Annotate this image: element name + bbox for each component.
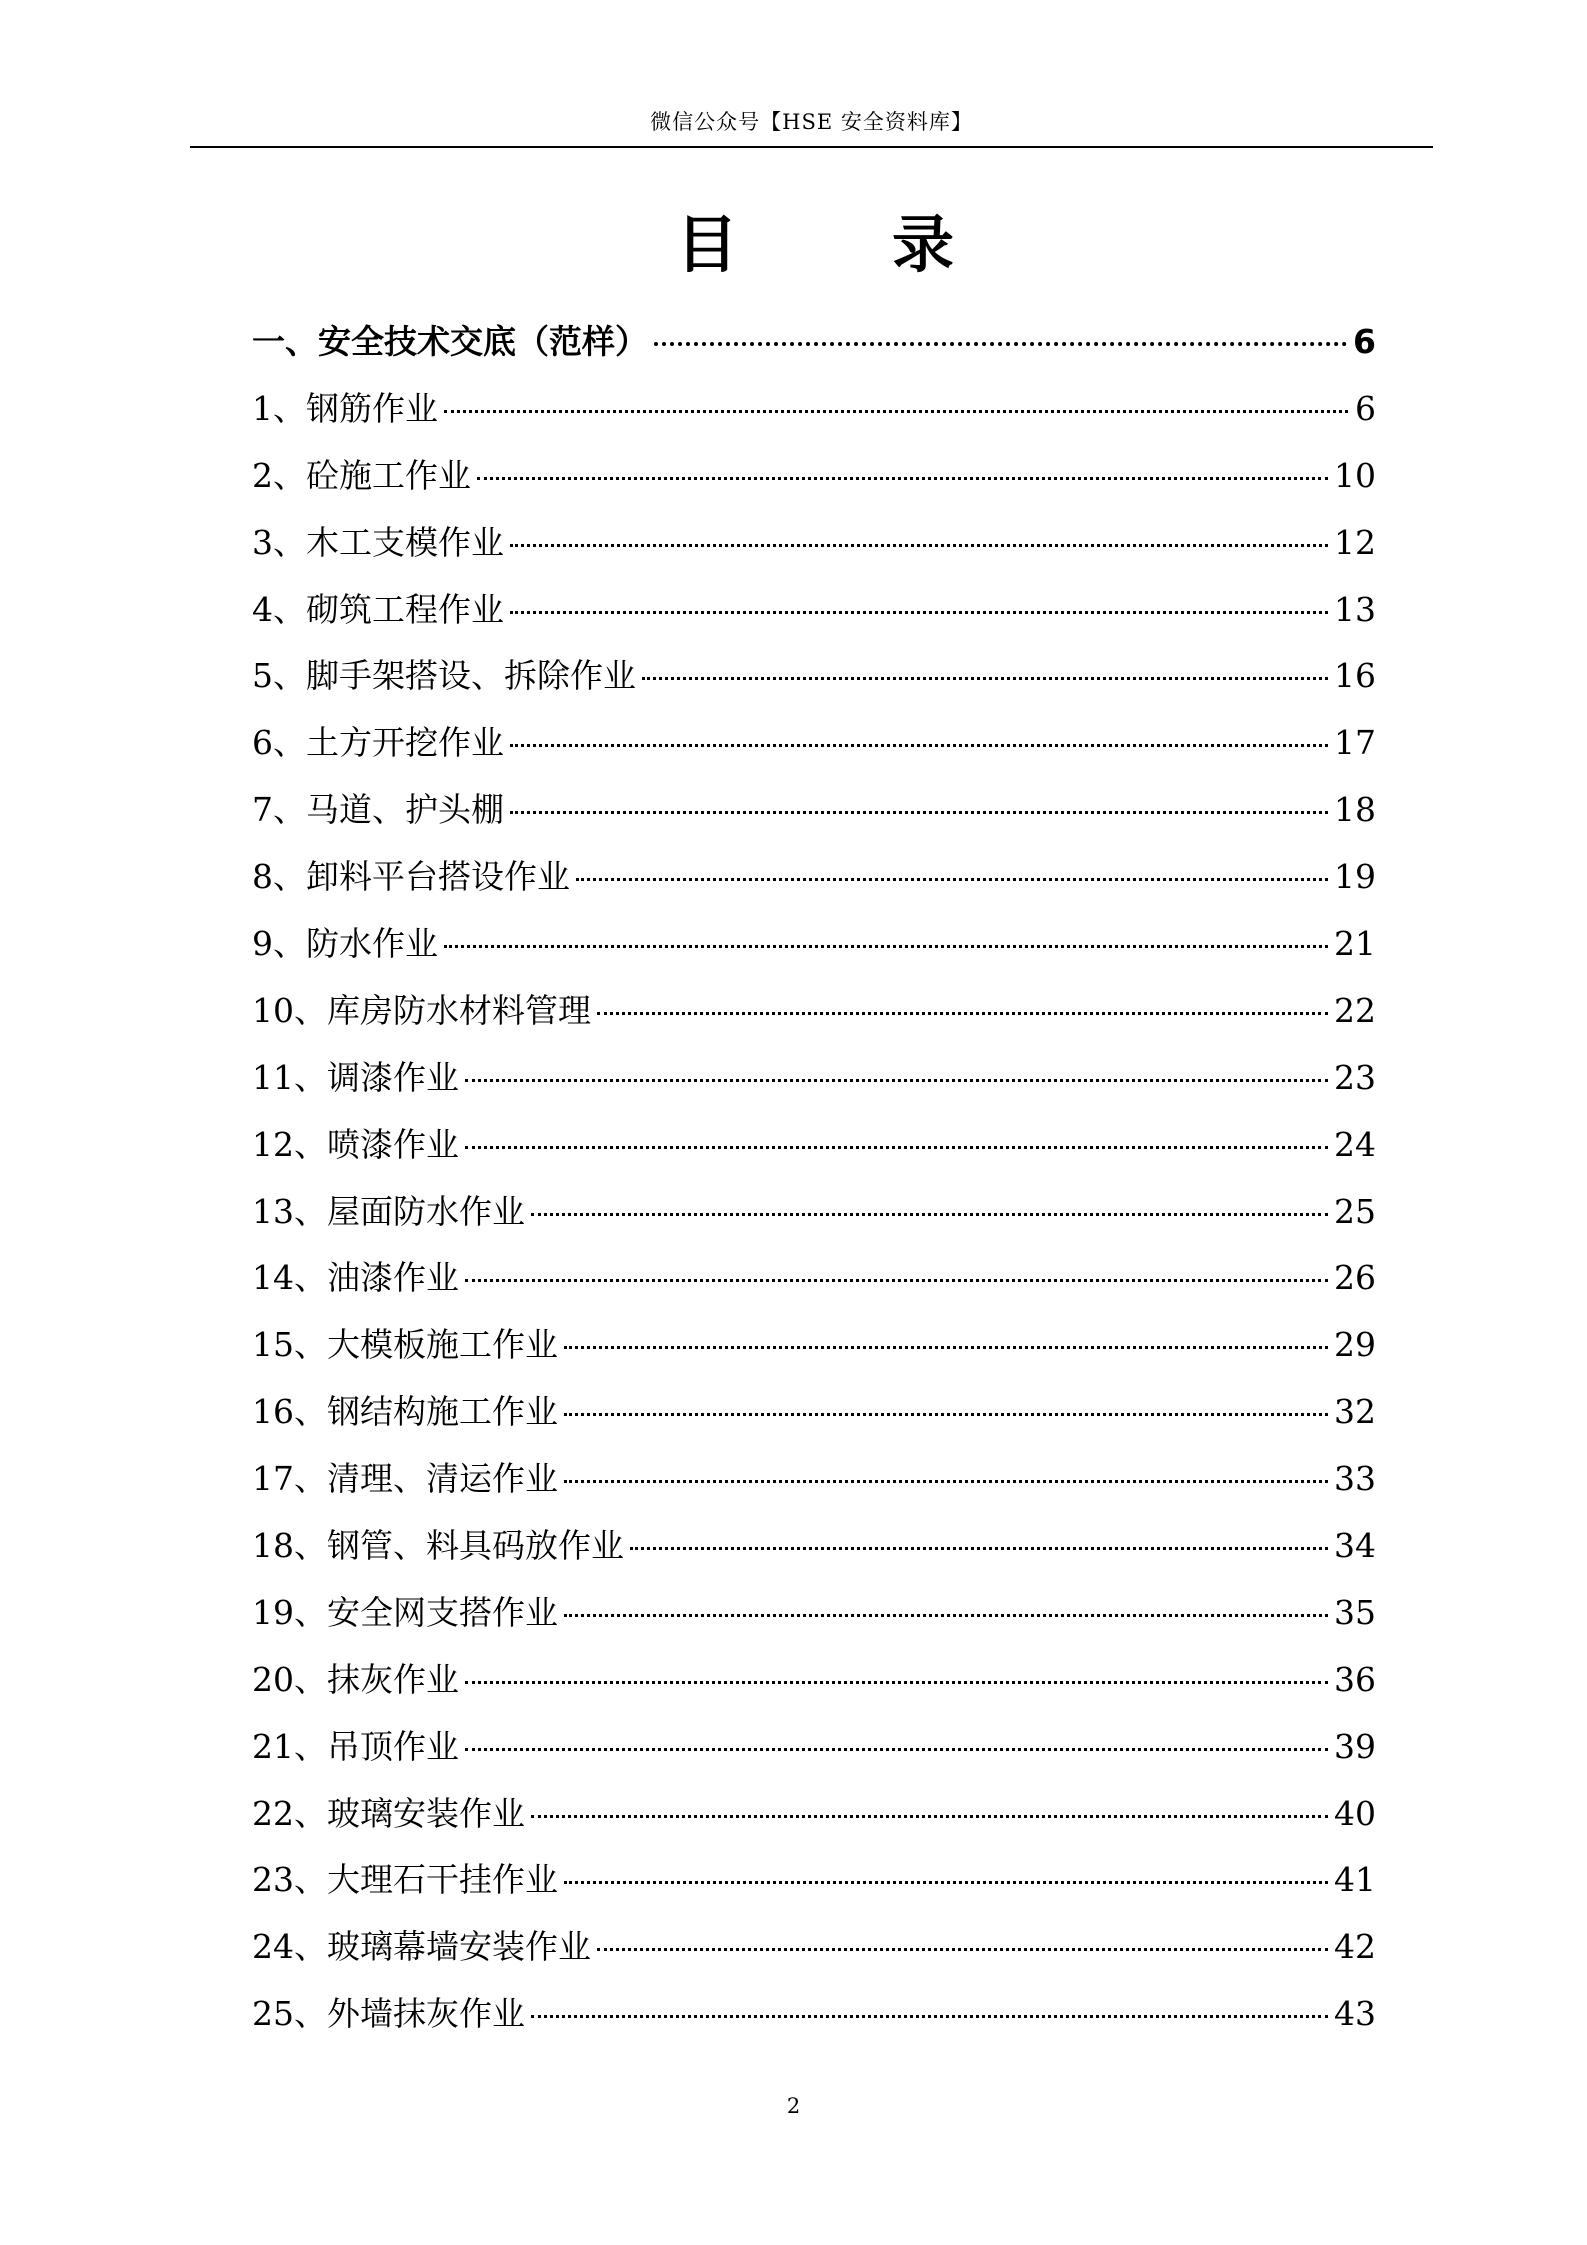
table-of-contents [252,320,1376,2059]
toc-dot-leader [465,1681,1328,1684]
toc-entry-label: 8、卸料平台搭设作业 [252,857,570,897]
toc-entry-label: 23、大理石干挂作业 [252,1860,558,1900]
toc-entry-page: 18 [1334,790,1376,830]
toc-entry-label: 2、砼施工作业 [252,455,471,495]
toc-entry[interactable] [252,1524,1376,1591]
toc-entry-page: 22 [1334,990,1376,1030]
page-number: 2 [786,2094,801,2118]
toc-entry[interactable] [252,1323,1376,1390]
toc-dot-leader [531,1815,1328,1818]
toc-entry-page: 12 [1334,522,1376,562]
toc-entry-label: 17、清理、清运作业 [252,1459,558,1499]
toc-entry-label: 19、安全网支搭作业 [252,1592,558,1632]
toc-entry[interactable] [252,1658,1376,1725]
toc-entry-label: 9、防水作业 [252,924,438,964]
toc-dot-leader [510,611,1328,614]
toc-entry[interactable] [252,1725,1376,1792]
toc-dot-leader [444,945,1328,948]
toc-entry-label: 16、钢结构施工作业 [252,1392,558,1432]
toc-dot-leader [564,1480,1328,1483]
toc-entry[interactable] [252,1858,1376,1925]
title-char-1: 目 [676,208,739,281]
toc-entry-label: 13、屋面防水作业 [252,1191,525,1231]
toc-entry[interactable] [252,454,1376,521]
toc-entry-label: 14、油漆作业 [252,1258,459,1298]
toc-entry[interactable] [252,721,1376,788]
toc-entry[interactable] [252,1190,1376,1257]
toc-dot-leader [564,1413,1328,1416]
toc-entry[interactable] [252,1056,1376,1123]
toc-dot-leader [597,1948,1328,1951]
toc-entry-label: 25、外墙抹灰作业 [252,1994,525,2034]
toc-entry-page: 34 [1334,1526,1376,1566]
toc-entry-page: 6 [1353,322,1376,361]
toc-entry-page: 40 [1334,1793,1376,1833]
toc-entry[interactable] [252,788,1376,855]
toc-dot-leader [510,744,1328,747]
page-header: 微信公众号【HSE 安全资料库】 [650,110,973,134]
toc-section-entry[interactable] [252,320,1376,387]
toc-entry[interactable] [252,521,1376,588]
toc-dot-leader [477,477,1328,480]
toc-entry[interactable] [252,1457,1376,1524]
toc-entry[interactable] [252,1925,1376,1992]
page-title [0,210,1587,280]
header-divider [190,146,1433,148]
toc-dot-leader [531,2015,1328,2018]
toc-entry-label: 22、玻璃安装作业 [252,1793,525,1833]
toc-dot-leader [510,544,1328,547]
toc-entry-page: 26 [1334,1258,1376,1298]
toc-dot-leader [576,878,1328,881]
toc-entry-label: 7、马道、护头棚 [252,790,504,830]
toc-entry-page: 24 [1334,1124,1376,1164]
toc-entry-page: 25 [1334,1191,1376,1231]
toc-entry[interactable] [252,1390,1376,1457]
toc-entry-label: 12、喷漆作业 [252,1124,459,1164]
toc-entry[interactable] [252,1123,1376,1190]
toc-dot-leader [564,1346,1328,1349]
toc-entry-label: 10、库房防水材料管理 [252,990,591,1030]
title-char-2: 录 [892,208,955,281]
toc-entry-label: 4、砌筑工程作业 [252,589,504,629]
toc-entry-page: 42 [1334,1927,1376,1967]
toc-entry-label: 24、玻璃幕墙安装作业 [252,1927,591,1967]
toc-dot-leader [465,1079,1328,1082]
toc-entry-label: 18、钢管、料具码放作业 [252,1526,624,1566]
toc-entry[interactable] [252,1792,1376,1859]
toc-entry-label: 15、大模板施工作业 [252,1325,558,1365]
toc-entry-label: 6、土方开挖作业 [252,723,504,763]
toc-dot-leader [531,1213,1328,1216]
toc-entry[interactable] [252,855,1376,922]
toc-dot-leader [597,1012,1328,1015]
toc-entry-label: 5、脚手架搭设、拆除作业 [252,656,636,696]
toc-entry-page: 10 [1334,455,1376,495]
toc-entry[interactable] [252,989,1376,1056]
toc-dot-leader [444,410,1348,413]
toc-dot-leader [564,1614,1328,1617]
toc-dot-leader [654,342,1347,346]
toc-entry-page: 36 [1334,1659,1376,1699]
toc-entry[interactable] [252,1591,1376,1658]
toc-entry-page: 43 [1334,1994,1376,2034]
toc-entry-label: 1、钢筋作业 [252,388,438,428]
toc-entry-page: 35 [1334,1592,1376,1632]
toc-entry[interactable] [252,1992,1376,2059]
toc-entry-page: 13 [1334,589,1376,629]
toc-dot-leader [510,811,1328,814]
toc-entry[interactable] [252,387,1376,454]
toc-entry-page: 17 [1334,723,1376,763]
toc-entry[interactable] [252,588,1376,655]
toc-entry-page: 39 [1334,1726,1376,1766]
toc-dot-leader [465,1748,1328,1751]
toc-entry-label: 21、吊顶作业 [252,1726,459,1766]
toc-entry-page: 21 [1334,924,1376,964]
toc-entry-page: 16 [1334,656,1376,696]
toc-entry-page: 23 [1334,1057,1376,1097]
toc-entry[interactable] [252,1256,1376,1323]
toc-entry[interactable] [252,922,1376,989]
toc-dot-leader [642,677,1328,680]
toc-dot-leader [630,1547,1328,1550]
toc-entry-label: 3、木工支模作业 [252,522,504,562]
toc-entry-page: 19 [1334,857,1376,897]
toc-entry-label: 11、调漆作业 [252,1057,459,1097]
toc-dot-leader [465,1279,1328,1282]
toc-entry-label: 20、抹灰作业 [252,1659,459,1699]
toc-entry-label: 一、安全技术交底（范样） [252,322,648,361]
toc-dot-leader [465,1146,1328,1149]
toc-entry-page: 6 [1355,388,1376,428]
toc-entry[interactable] [252,654,1376,721]
toc-entry-page: 33 [1334,1459,1376,1499]
toc-entry-page: 29 [1334,1325,1376,1365]
toc-entry-page: 41 [1334,1860,1376,1900]
toc-dot-leader [564,1881,1328,1884]
toc-entry-page: 32 [1334,1392,1376,1432]
